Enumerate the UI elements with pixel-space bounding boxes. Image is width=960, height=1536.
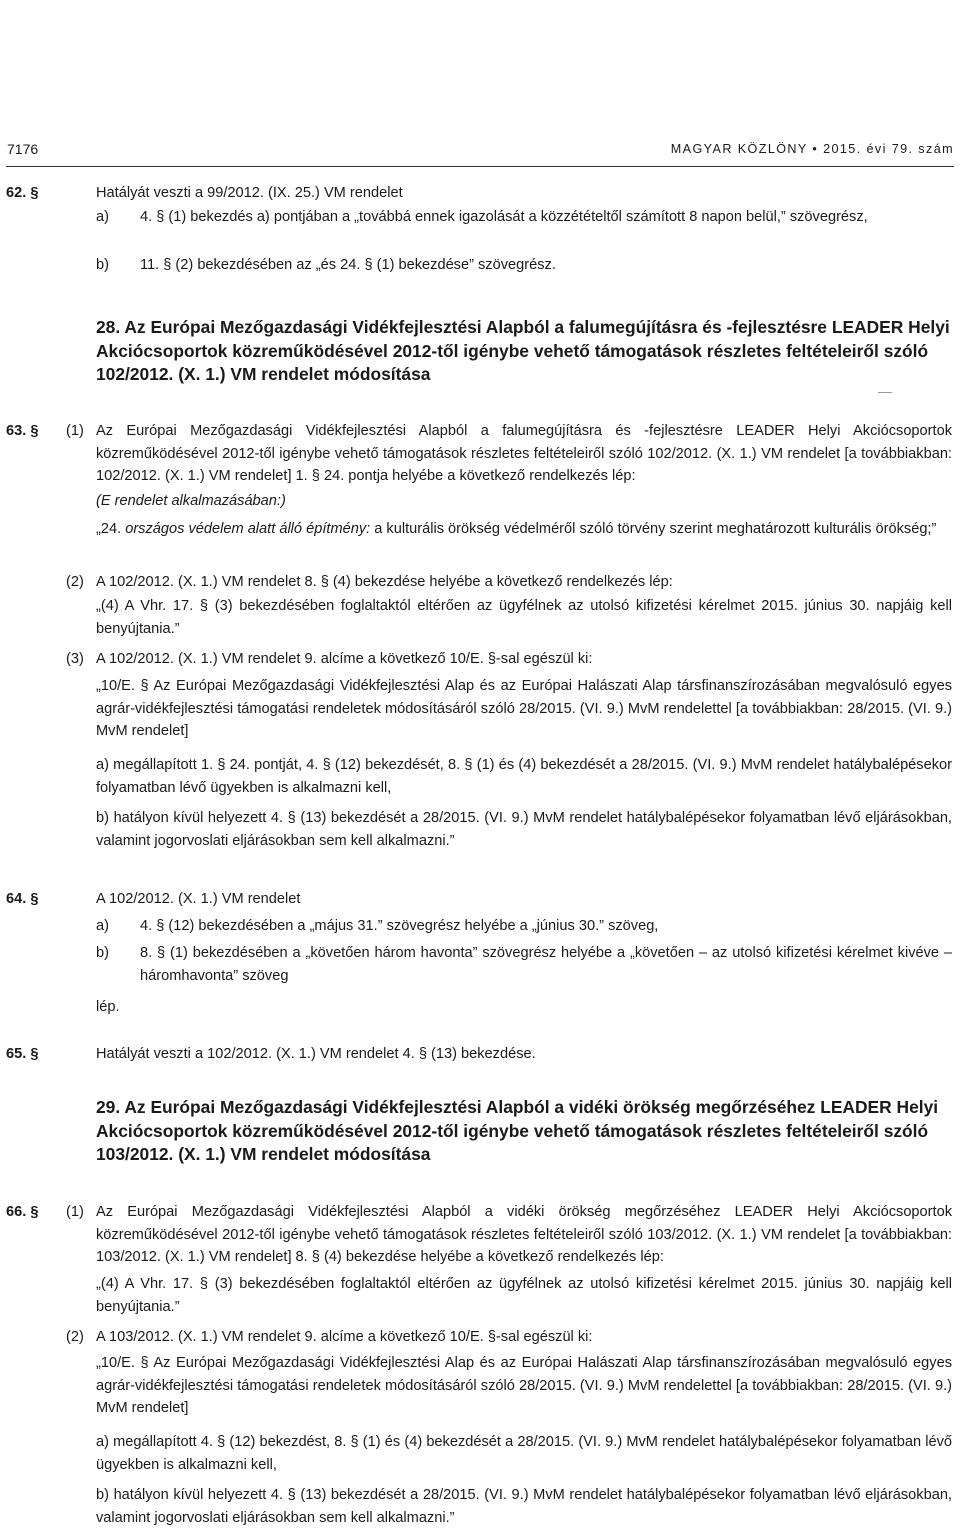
section-number: 65. § [6, 1046, 39, 1062]
quoted-provision: a) megállapított 1. § 24. pontját, 4. § (12) bekezdését, 8. § (1) és (4) bekezdését a 28/2015. (VI. 9.) MvM rendelet hatálybalépésekor folyamatban lévő ügyekben is alkalmazni kell, [96, 757, 952, 796]
quoted-provision: „(4) A Vhr. 17. § (3) bekezdésében foglaltaktól eltérően az ügyfélnek az utolsó kifizetési kérelmet 2015. június 30. napjáig kell benyújtania.” [96, 1276, 952, 1315]
journal-title: MAGYAR KÖZLÖNY • 2015. évi 79. szám [670, 142, 954, 156]
quoted-provision: „10/E. § Az Európai Mezőgazdasági Vidékfejlesztési Alap és az Európai Halászati Alap társfinanszírozásában megvalósuló egyes agrár-vidékfejlesztési támogatási rendeletek módosításáról szóló 28/2015. (VI. 9.) MvM rendelettel [a továbbiakban: 28/2015. (VI. 9.) MvM rendelet] [96, 1355, 952, 1417]
chapter-heading-29: 29. Az Európai Mezőgazdasági Vidékfejlesztési Alapból a vidéki örökség megőrzéséhez LEADER Helyi Akciócsoportok közreműködésével 2012-től igénybe vehető támogatások részletes feltételeiről szóló 103/2012. (X. 1.) VM rendelet módosítása [96, 1097, 939, 1165]
context-text: (E rendelet alkalmazásában:) [96, 493, 286, 509]
paragraph-label: (3) [66, 651, 84, 667]
item-text: 4. § (1) bekezdés a) pontjában a „továbbá ennek igazolását a közzétételtől számított 8 napon belül,” szövegrész, [140, 209, 868, 225]
item-label: b) [96, 257, 109, 273]
item-text: 8. § (1) bekezdésében a „követően három havonta” szövegrész helyébe a „követően – az utolsó kifizetési kérelmet kivéve – háromhavonta” szöveg [140, 945, 952, 984]
item-label: a) [96, 209, 109, 225]
item-label: a) [96, 918, 109, 934]
paragraph-label: (2) [66, 1329, 84, 1345]
section-intro: Hatályát veszti a 99/2012. (IX. 25.) VM rendelet [96, 185, 403, 201]
section-number: 62. § [6, 185, 39, 201]
chapter-heading-28: 28. Az Európai Mezőgazdasági Vidékfejlesztési Alapból a falumegújításra és -fejlesztésre LEADER Helyi Akciócsoportok közreműködésével 2012-től igénybe vehető támogatások részletes feltételeiről szóló 102/2012. (X. 1.) VM rendelet módosítása [96, 317, 950, 385]
quoted-provision: „24. országos védelem alatt álló építmény: a kulturális örökség védelméről szóló törvény szerint meghatározott kulturális örökség;” [96, 521, 937, 537]
item-label: b) [96, 945, 109, 961]
quoted-provision: a) megállapított 4. § (12) bekezdést, 8. § (1) és (4) bekezdését a 28/2015. (VI. 9.) MvM rendelet hatálybalépésekor folyamatban lévő ügyekben is alkalmazni kell, [96, 1434, 952, 1473]
paragraph-label: (1) [66, 1204, 84, 1220]
paragraph-text: A 103/2012. (X. 1.) VM rendelet 9. alcíme a következő 10/E. §-sal egészül ki: [96, 1329, 593, 1345]
section-number: 63. § [6, 423, 39, 439]
item-text: 11. § (2) bekezdésében az „és 24. § (1) bekezdése” szövegrész. [140, 257, 556, 273]
quoted-provision: „10/E. § Az Európai Mezőgazdasági Vidékfejlesztési Alap és az Európai Halászati Alap társfinanszírozásában megvalósuló egyes agrár-vidékfejlesztési támogatási rendeletek módosításáról szóló 28/2015. (VI. 9.) MvM rendelettel [a továbbiakban: 28/2015. (VI. 9.) MvM rendelet] [96, 678, 952, 740]
paragraph-label: (2) [66, 574, 84, 590]
section-number: 64. § [6, 891, 39, 907]
quoted-provision: „(4) A Vhr. 17. § (3) bekezdésében foglaltaktól eltérően az ügyfélnek az utolsó kifizetési kérelmet 2015. június 30. napjáig kell benyújtania.” [96, 598, 952, 637]
section-number: 66. § [6, 1204, 39, 1220]
quoted-provision: b) hatályon kívül helyezett 4. § (13) bekezdését a 28/2015. (VI. 9.) MvM rendelet hatálybalépésekor folyamatban lévő eljárásokban, valamint jogorvoslati eljárásokban sem kell alkalmazni.” [96, 810, 952, 849]
page-number: 7176 [7, 141, 39, 157]
header-divider [6, 166, 954, 167]
section-intro: A 102/2012. (X. 1.) VM rendelet [96, 891, 301, 907]
paragraph-text: Az Európai Mezőgazdasági Vidékfejlesztési Alapból a vidéki örökség megőrzéséhez LEADER Helyi Akciócsoportok közreműködésével 2012-től igénybe vehető támogatások részletes feltételeiről szóló 103/2012. (X. 1.) VM rendelet [a továbbiakban: 103/2012. (X. 1.) VM rendelet] 8. § (4) bekezdése helyébe a következő rendelkezés lép: [96, 1204, 952, 1266]
paragraph-text: Az Európai Mezőgazdasági Vidékfejlesztési Alapból a falumegújításra és -fejlesztésre LEADER Helyi Akciócsoportok közreműködésével 2012-től igénybe vehető támogatások részletes feltételeiről szóló 102/2012. (X. 1.) VM rendelet [a továbbiakban: 102/2012. (X. 1.) VM rendelet] 1. § 24. pontja helyébe a következő rendelkezés lép: [96, 423, 952, 485]
paragraph-text: A 102/2012. (X. 1.) VM rendelet 8. § (4) bekezdése helyébe a következő rendelkezés lép: [96, 574, 673, 590]
quoted-provision: b) hatályon kívül helyezett 4. § (13) bekezdését a 28/2015. (VI. 9.) MvM rendelet hatálybalépésekor folyamatban lévő eljárásokban, valamint jogorvoslati eljárásokban sem kell alkalmazni.” [96, 1487, 952, 1526]
section-text: Hatályát veszti a 102/2012. (X. 1.) VM rendelet 4. § (13) bekezdése. [96, 1046, 536, 1062]
paragraph-text: A 102/2012. (X. 1.) VM rendelet 9. alcíme a következő 10/E. §-sal egészül ki: [96, 651, 593, 667]
section-outro: lép. [96, 999, 120, 1015]
margin-mark [878, 392, 892, 393]
paragraph-label: (1) [66, 423, 84, 439]
item-text: 4. § (12) bekezdésében a „május 31.” szövegrész helyébe a „június 30.” szöveg, [140, 918, 659, 934]
